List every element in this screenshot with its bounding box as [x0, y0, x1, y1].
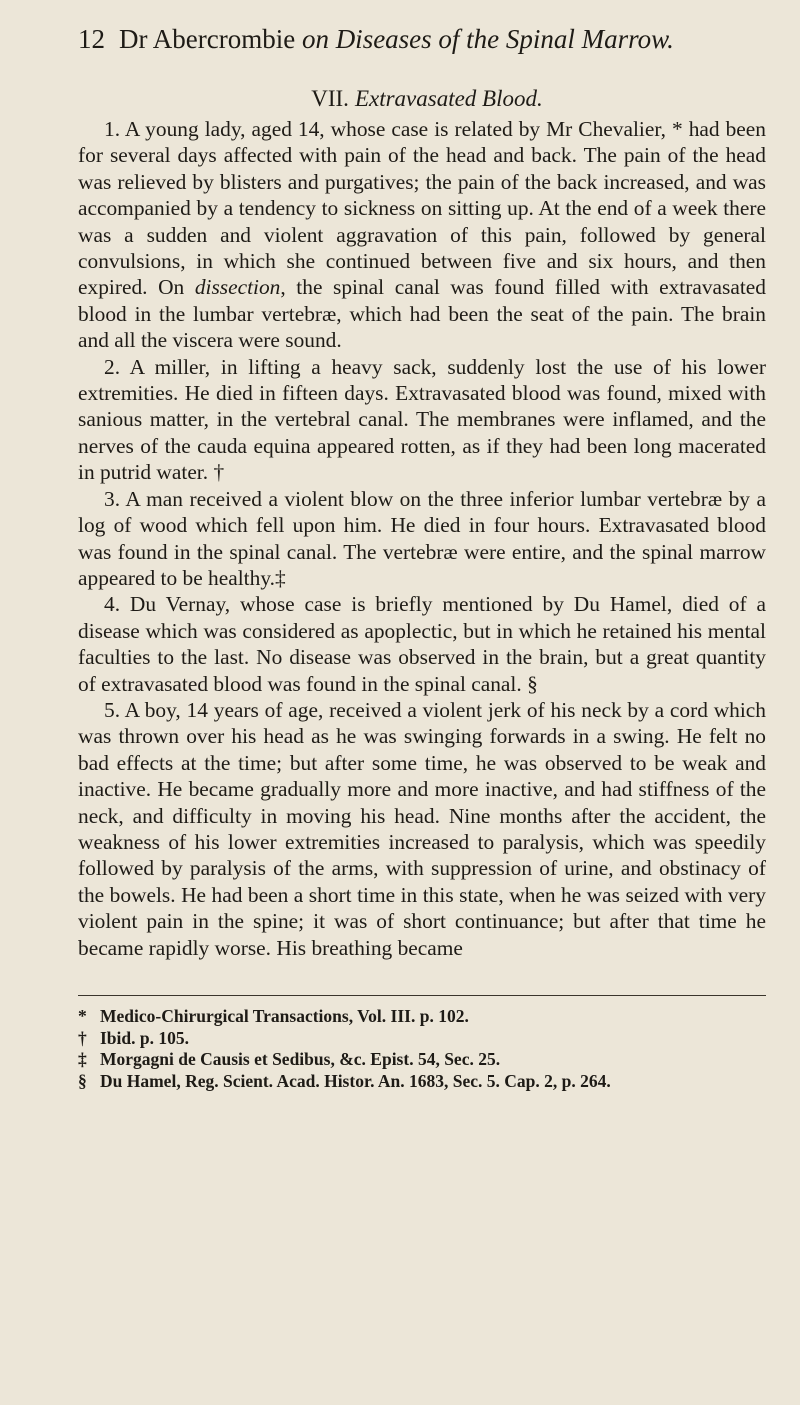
case-5-text: 5. A boy, 14 years of age, received a violent jerk of his neck by a cord which was thrown over his head as he was swinging forwards in a swing. He felt no bad effects at the time; but after some time, he was observed to be weak and inactive. He became gradually more and more inactive, and had stiffness of the neck, and difficulty in moving his head. Nine months after the accident, the weakness of his lower extremities increased to paralysis, which was speedily followed by paralysis of the arms, with suppression of urine, and obstinacy of the bowels. He had been a short time in this state, when he was seized with very violent pain in the spine; it was of short continuance; but after that time he became rapidly worse. His breathing became [78, 697, 766, 960]
footnote-mark: † [78, 1027, 87, 1048]
case-paragraph-5 [78, 697, 766, 961]
running-head-author: Dr Abercrombie [119, 24, 296, 54]
footnote-text: Ibid. p. 105. [100, 1027, 189, 1048]
running-head [78, 22, 766, 56]
section-title: Extravasated Blood. [354, 86, 543, 111]
footnote [78, 1006, 766, 1028]
running-head-title: on Diseases of the Spinal Marrow. [301, 24, 674, 54]
case-2-text: 2. A miller, in lifting a heavy sack, suddenly lost the use of his lower extremities. He died in fifteen days. Extravasated blood was found, mixed with sanious matter, in the vertebral canal. The membranes were inflamed, and the nerves of the cauda equina appeared rotten, as if they had been long macerated in putrid water. † [78, 354, 766, 485]
case-paragraph-4 [78, 591, 766, 697]
case-4-text: 4. Du Vernay, whose case is briefly mentioned by Du Hamel, died of a disease which was considered as apoplectic, but in which he retained his mental faculties to the last. No disease was observed in the brain, but a great quantity of extravasated blood was found in the spinal canal. § [78, 592, 766, 696]
case-1-italic: dissection [194, 275, 281, 300]
case-paragraph-1 [78, 116, 766, 354]
case-3-text: 3. A man received a violent blow on the three inferior lumbar vertebræ by a log of wood which fell upon him. He died in four hours. Extravasated blood was found in the spinal canal. The vertebræ were entire, and the spinal marrow appeared to be healthy.‡ [78, 486, 766, 590]
body-text [78, 116, 766, 961]
footnote-text: Medico-Chirurgical Transactions, Vol. III. p. 102. [100, 1006, 469, 1026]
footnote-divider [78, 995, 766, 996]
footnote [78, 1071, 766, 1093]
case-1-text-cont: , the spinal canal was found filled with extravasated blood in the lumbar vertebræ, which had been the seat of the pain. The brain and all the viscera were sound. [78, 275, 766, 353]
footnote-text: Morgagni de Causis et Sedibus, &c. Epist. 54, Sec. 25. [100, 1049, 501, 1069]
footnote-mark: § [78, 1070, 87, 1091]
footnote [78, 1028, 766, 1050]
footnotes [78, 1006, 766, 1092]
footnote-mark: * [78, 1006, 87, 1026]
page-number: 12 [78, 24, 105, 54]
case-paragraph-2 [78, 354, 766, 486]
section-number: VII. [311, 86, 349, 111]
footnote [78, 1049, 766, 1071]
footnote-text: Du Hamel, Reg. Scient. Acad. Histor. An. 1683, Sec. 5. Cap. 2, p. 264. [100, 1070, 611, 1091]
case-paragraph-3 [78, 486, 766, 592]
footnote-mark: ‡ [78, 1049, 87, 1069]
case-1-text: 1. A young lady, aged 14, whose case is related by Mr Chevalier, * had been for several days affected with pain of the head and back. The pain of the head was relieved by blisters and purgatives; the pain of the back increased, and was accompanied by a tendency to sickness on sitting up. At the end of a week there was a sudden and violent aggravation of this pain, followed by general convulsions, in which she continued between five and six hours, and then expired. On [78, 117, 766, 300]
section-heading [78, 86, 766, 112]
